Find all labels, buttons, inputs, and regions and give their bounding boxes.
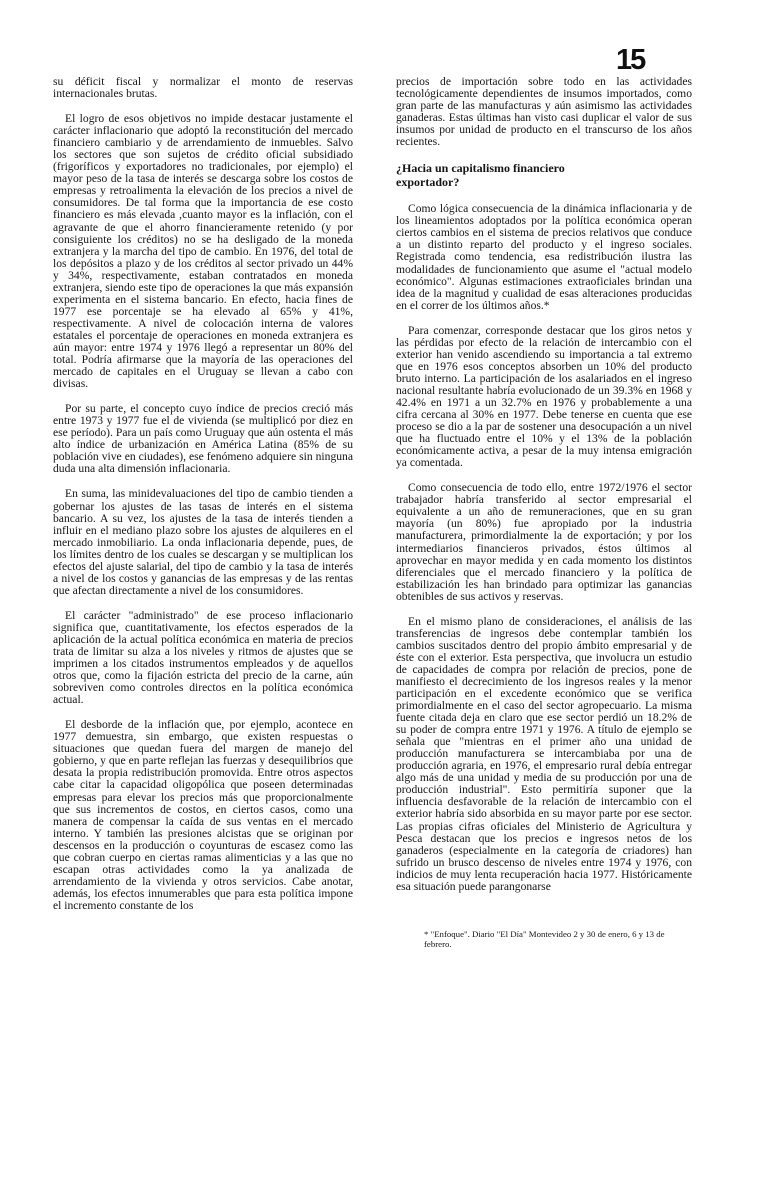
paragraph: su déficit fiscal y normalizar el monto de reservas internacionales brutas. — [53, 75, 353, 101]
paragraph: El carácter "administrado" de ese proceso inflacionario significa que, cuantitativamente, los efectos esperados de la aplicación de la actual política económica en materia de precios trata de limitar su alza a los niveles y ritmos de ajustes que se imprimen a los citados instrumentos empleados y de aquellos otros que, como la fijación estricta del precio de la carne, aún sobreviven como controles directos en la política económica actual. — [53, 608, 353, 707]
paragraph: Como consecuencia de todo ello, entre 1972/1976 el sector trabajador habría transferido al sector empresarial el equivalente a un año de remuneraciones, que en su gran mayoría (un 80%) fue apropiado por la industria manufacturera, primordialmente la de exportación; y por los intermediarios financieros privados, éstos últimos al aprovechar en mayor medida y en cada momento los distintos diferenciales que el mercado financiero y la política de estabilización les han brindado para optimizar las ganancias obtenibles de sus activos y reservas. — [396, 481, 692, 603]
section-heading-line: exportador? — [396, 174, 460, 189]
paragraph: precios de importación sobre todo en las actividades tecnológicamente dependientes de insumos importados, como gran parte de las manufacturas y aún asimismo las actividades ganaderas. Estas últimas han visto casi duplicar el valor de sus insumos por unidad de producto en el transcurso de los años recientes. — [396, 75, 692, 149]
paragraph: En el mismo plano de consideraciones, el análisis de las transferencias de ingresos debe contemplar también los cambios suscitados dentro del propio ámbito empresarial y de éste con el exterior. Esta perspectiva, que involucra un estudio de capacidades de compra por relación de precios, pone de manifiesto el decrecimiento de los ingresos reales y la menor participación en el excedente económico que se verifica primordialmente en el caso del sector agropecuario. La misma fuente citada deja en claro que ese sector perdió un 18.2% de su poder de compra entre 1971 y 1976. A título de ejemplo se señala que "mientras en el primer año una unidad de producción manufacturera se intercambiaba por una de producción agraria, en 1976, el empresario rural debía entregar algo más de una unidad y media de su producción por una de producción industrial". Esto permitiría suponer que la influencia desfavorable de la relación de intercambio con el exterior habría sido absorbida en su mayor parte por ese sector. Las propias cifras oficiales del Ministerio de Agricultura y Pesca destacan que los precios e ingresos netos de los ganaderos (especialmente en la categoría de criadores) han sufrido un brusco descenso de niveles entre 1974 y 1976, con indicios de muy lenta recuperación hacia 1977. Históricamente esa situación puede parangonarse — [396, 614, 692, 893]
page-number: 15 — [616, 44, 645, 76]
paragraph: Para comenzar, corresponde destacar que los giros netos y las pérdidas por efecto de la relación de intercambio con el exterior han venido ascendiendo su importancia a tal extremo que en 1976 esos conceptos absorben un 10% del producto bruto interno. La participación de los asalariados en el ingreso nacional resultante habría evolucionado de un 39.3% en 1968 y 42.4% en 1971 a un 32.7% en 1976 y probablemente a una cifra cercana al 30% en 1977. Debe tenerse en cuenta que ese proceso se dio a la par de sostener una desocupación a un nivel que ha fluctuado entre el 10% y el 13% de la población económicamente activa, a pesar de la muy intensa emigración ya comentada. — [396, 323, 692, 470]
paragraph: El desborde de la inflación que, por ejemplo, acontece en 1977 demuestra, sin embargo, que existen respuestas o situaciones que quedan fuera del margen de manejo del gobierno, y que en parte reflejan las fuerzas y desequilibrios que desata la propia redistribución promovida. Entre otros aspectos cabe citar la capacidad oligopólica que poseen determinadas empresas para elevar los precios más que proporcionalmente que sus incrementos de costos, en ciertos casos, como una manera de compensar la caída de sus ventas en el mercado interno. Y también las presiones alcistas que se originan por descensos en la producción o coyunturas de escasez como las que cobran cuerpo en ciertas ramas alimenticias y a las que no escapan otras actividades como la ya analizada de arrendamiento de la vivienda y otros servicios. Cabe anotar, además, los efectos innumerables que para esta política impone el incremento constante de los — [53, 718, 353, 912]
paragraph: El logro de esos objetivos no impide destacar justamente el carácter inflacionario que adoptó la reconstitución del mercado financiero cambiario y de arrendamiento de inmuebles. Salvo los sectores que son sujetos de crédito oficial subsidiado (frigoríficos y exportadores no tradicionales, por ejemplo) el mayor peso de la tasa de interés se descarga sobre los costos de empresas y retroalimenta la elevación de los precios a nivel de consumidores. De tal forma que la importancia de ese costo financiero es más elevada ,cuanto mayor es la inflación, con el agravante de que el ahorro financieramente retenido (y por consiguiente los créditos) no se ha desligado de la moneda extranjera y la marcha del tipo de cambio. En 1976, del total de los depósitos a plazo y de los créditos al sector privado un 44% y 34%, respectivamente, estaban contratados en moneda extranjera, siendo este tipo de operaciones la que más expansión experimenta en el sistema bancario. En efecto, hacia fines de 1977 ese porcentaje se ha elevado al 65% y 41%, respectivamente. A nivel de colocación interna de valores estatales el porcentaje de operaciones en moneda extranjera es aún mayor: entre 1974 y 1976 llegó a representar un 80% del total. Podría afirmarse que la mayoría de las operaciones del mercado de capitales en el Uruguay se llevan a cabo con divisas. — [53, 112, 353, 391]
footnote: * "Enfoque". Diario "El Día" Montevideo 2 y 30 de enero, 6 y 13 de febrero. — [424, 928, 665, 950]
right-column — [396, 76, 692, 950]
paragraph: En suma, las minidevaluaciones del tipo de cambio tienden a gobernar los ajustes de las tasas de interés en el sistema bancario. A su vez, los ajustes de la tasa de interés tienden a influir en el mediano plazo sobre los ajustes de alquileres en el mercado inmobiliario. La onda inflacionaria depende, pues, de los límites dentro de los cuales se descargan y se multiplican los efectos del ajuste salarial, del tipo de cambio y la tasa de interés a nivel de los costos y ganancias de las empresas y de las rentas que afectan directamente a nivel de los consumidores. — [53, 487, 353, 597]
paragraph: Como lógica consecuencia de la dinámica inflacionaria y de los lineamientos adoptados por la política económica operan ciertos cambios en el sistema de precios relativos que conduce a un distinto reparto del producto y el ingreso sociales. Registrada como tendencia, esa redistribución ilustra las modalidades de funcionamiento que asume el "actual modelo económico". Algunas estimaciones extraoficiales brindan una idea de la magnitud y cualidad de esas alteraciones producidas en el correr de los últimos años.* — [396, 202, 692, 312]
paragraph: Por su parte, el concepto cuyo índice de precios creció más entre 1973 y 1977 fue el de vivienda (se multiplicó por diez en ese período). Para un país como Uruguay que aún ostenta el más alto índice de urbanización en América Latina (85% de su población vive en ciudades), ese fenómeno adquiere sin ninguna duda una alta dimensión inflacionaria. — [53, 402, 353, 476]
section-heading-line: ¿Hacia un capitalismo financiero — [396, 161, 565, 176]
left-column — [53, 76, 353, 925]
section-heading — [396, 162, 692, 189]
